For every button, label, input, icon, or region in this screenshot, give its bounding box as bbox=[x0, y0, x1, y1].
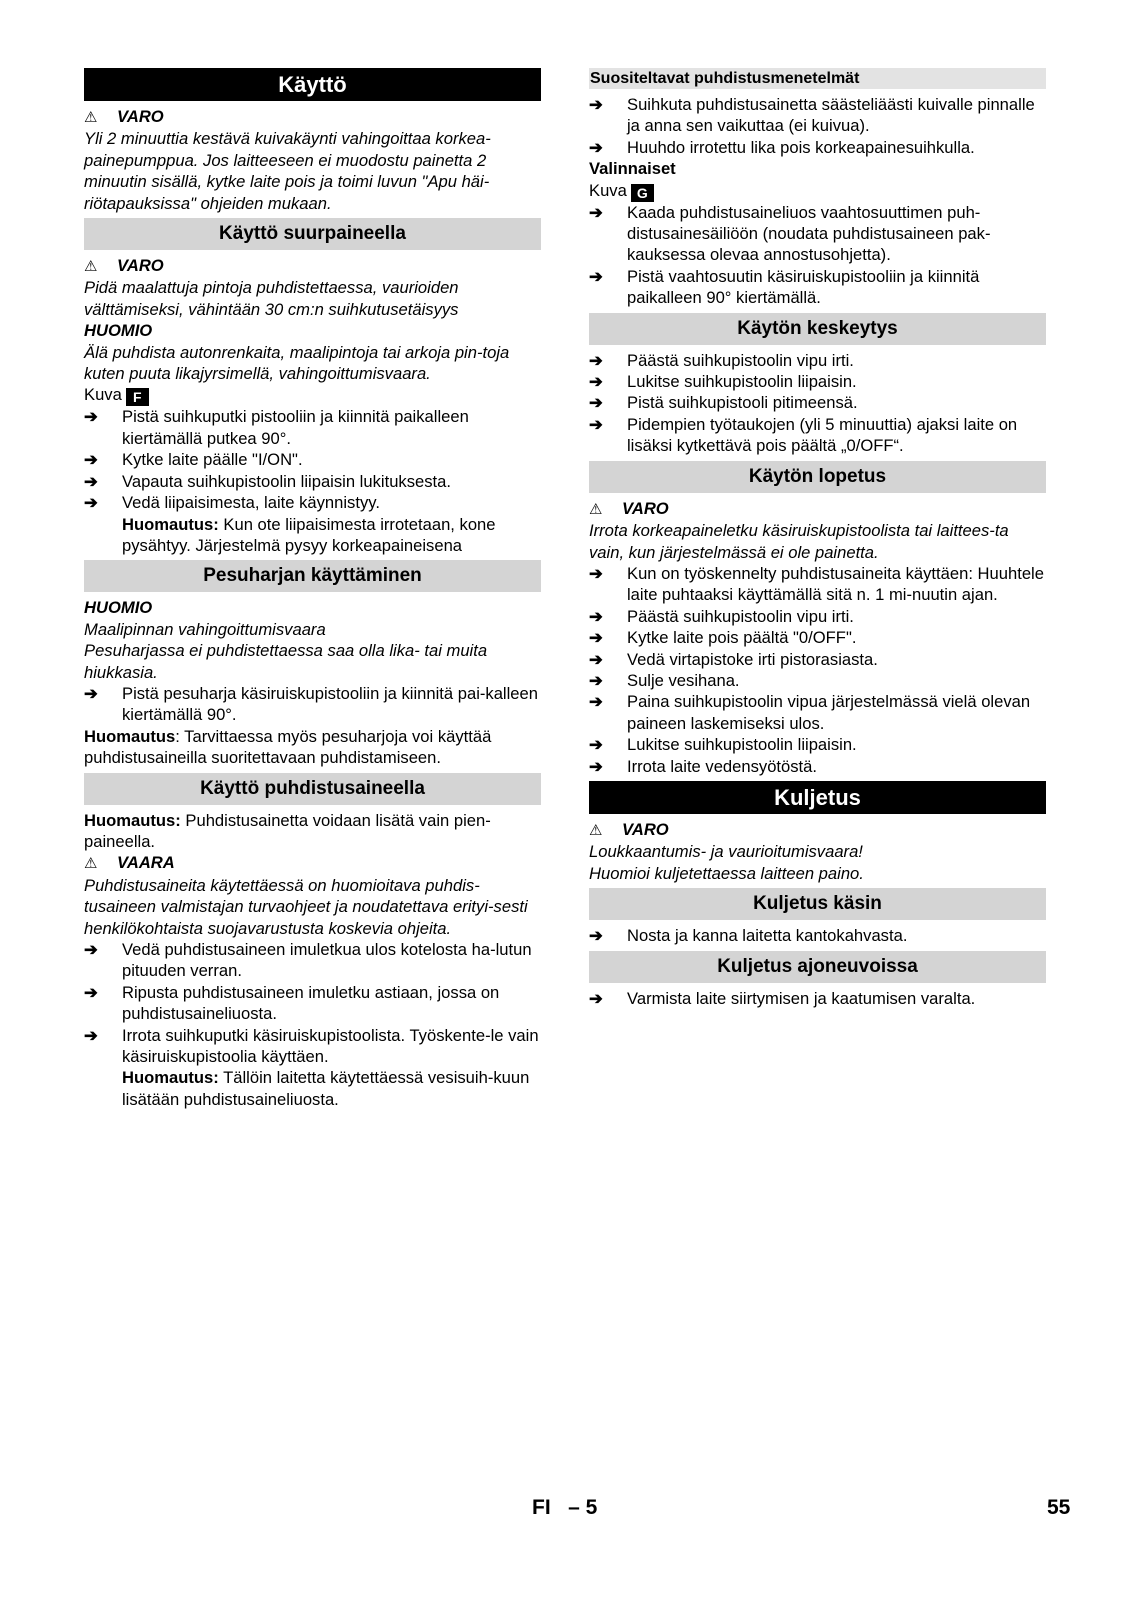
arrow-icon: ➔ bbox=[589, 606, 603, 626]
list-item: ➔ Varmista laite siirtymisen ja kaatumisen varalta. bbox=[589, 988, 976, 1008]
warning-title: ⚠ VARO bbox=[84, 106, 541, 128]
section-heading-puhdistusaine: Käyttö puhdistusaineella bbox=[84, 773, 541, 805]
arrow-icon: ➔ bbox=[589, 628, 603, 648]
arrow-icon: ➔ bbox=[589, 649, 603, 669]
note-text: Älä puhdista autonrenkaita, maalipintoja tai arkoja pin-toja kuten puuta likajyrsimellä, vahingoittumisvaara. bbox=[84, 342, 510, 384]
list-item: ➔ Lukitse suihkupistoolin liipaisin. bbox=[589, 372, 857, 392]
list-item: ➔ Päästä suihkupistoolin vipu irti. bbox=[589, 350, 854, 370]
list-item: ➔ Sulje vesihana. bbox=[589, 670, 740, 690]
arrow-icon: ➔ bbox=[589, 563, 603, 583]
arrow-icon: ➔ bbox=[589, 137, 603, 157]
list-item: ➔ Suihkuta puhdistusainetta säästeliäästi kuivalle pinnalle ja anna sen vaikuttaa (ei kuivua). bbox=[589, 95, 1035, 136]
arrow-icon: ➔ bbox=[589, 393, 603, 413]
list-item: ➔ Kytke laite päälle "I/ON". bbox=[84, 450, 303, 470]
arrow-icon: ➔ bbox=[589, 988, 603, 1008]
section-heading-ajoneuvo: Kuljetus ajoneuvoissa bbox=[589, 951, 1046, 983]
figure-reference: Kuva F bbox=[84, 384, 541, 406]
warning-title: ⚠ VAARA bbox=[84, 852, 541, 874]
figure-reference: Kuva G bbox=[589, 180, 1046, 202]
list-item: ➔ Kun on työskennelty puhdistusaineita käyttäen: Huuhtele laite puhtaaksi käyttämällä sitä n. 1 mi-nuutin ajan. bbox=[589, 563, 1044, 605]
warning-title: ⚠ VARO bbox=[589, 498, 1046, 520]
list-item: ➔ Pistä suihkupistooli pitimeensä. bbox=[589, 393, 858, 413]
list-item: ➔ Irrota suihkuputki käsiruiskupistoolista. Työskente-le vain käsiruiskupistoolia käyttäen. bbox=[84, 1025, 539, 1067]
warning-text: Yli 2 minuuttia kestävä kuivakäynti vahingoittaa korkea-painepumppua. Jos laitteeseen ei muodostu painetta 2 minuutin sisällä, kytke laite pois ja toimi luvun "Apu häi-riötapauksissa" ohjeiden mukaan. bbox=[84, 129, 491, 213]
section-heading-kaytto: Käyttö bbox=[84, 68, 541, 101]
remark: Huomautus: Puhdistusainetta voidaan lisätä vain pien-paineella. bbox=[84, 810, 491, 851]
footer-page-number: 55 bbox=[1047, 1496, 1071, 1519]
section-heading-kuljetus: Kuljetus bbox=[589, 781, 1046, 814]
footer-section-number: FI – 5 bbox=[532, 1496, 598, 1519]
warning-text: Puhdistusaineita käytettäessä on huomioitava puhdis-tusaineen valmistajan turvaohjeet ja noudatettava erityi-sesti henkilökohtaista suojavarustusta koskevia ohjeita. bbox=[84, 875, 528, 938]
section-heading-suositeltavat: Suositeltavat puhdistusmenetelmät bbox=[589, 68, 1046, 89]
arrow-icon: ➔ bbox=[84, 450, 98, 470]
arrow-icon: ➔ bbox=[84, 493, 98, 513]
warning-title: ⚠ VARO bbox=[589, 819, 1046, 841]
list-item: ➔ Pistä pesuharja käsiruiskupistooliin ja kiinnitä pai-kalleen kiertämällä 90°. bbox=[84, 683, 538, 725]
warning-icon: ⚠ bbox=[84, 855, 98, 873]
arrow-icon: ➔ bbox=[84, 471, 98, 491]
list-item: ➔ Pidempien työtaukojen (yli 5 minuuttia) ajaksi laite on lisäksi kytkettävä pois päältä „0/OFF“. bbox=[589, 414, 1018, 456]
note-text: Maalipinnan vahingoittumisvaara bbox=[84, 619, 326, 639]
remark: Huomautus: Tällöin laitetta käytettäessä vesisuih-kuun lisätään puhdistusaineliuosta. bbox=[122, 1068, 530, 1109]
arrow-icon: ➔ bbox=[84, 683, 98, 703]
list-item: ➔ Nosta ja kanna laitetta kantokahvasta. bbox=[589, 926, 908, 946]
note-label: HUOMIO bbox=[84, 598, 153, 618]
warning-icon: ⚠ bbox=[589, 500, 603, 518]
section-heading-kasin: Kuljetus käsin bbox=[589, 888, 1046, 920]
remark: Huomautus: Kun ote liipaisimesta irrotetaan, kone pysähtyy. Järjestelmä pysyy korkeapaineisena bbox=[122, 514, 496, 555]
list-item: ➔ Päästä suihkupistoolin vipu irti. bbox=[589, 606, 854, 626]
warning-icon: ⚠ bbox=[84, 258, 98, 276]
arrow-icon: ➔ bbox=[589, 350, 603, 370]
list-item: ➔ Vedä liipaisimesta, laite käynnistyy. bbox=[84, 493, 380, 513]
arrow-icon: ➔ bbox=[84, 1025, 98, 1045]
figure-letter-badge: F bbox=[126, 388, 149, 406]
note-label: HUOMIO bbox=[84, 321, 153, 341]
warning-text: Pidä maalattuja pintoja puhdistettaessa, vaurioiden välttämiseksi, vähintään 30 cm:n suihkutusetäisyys bbox=[84, 278, 459, 319]
list-item: ➔ Pistä suihkuputki pistooliin ja kiinnitä paikalleen kiertämällä putkea 90°. bbox=[84, 407, 469, 448]
section-heading-suurpaine: Käyttö suurpaineella bbox=[84, 218, 541, 250]
list-item: ➔ Huuhdo irrotettu lika pois korkeapainesuihkulla. bbox=[589, 137, 975, 157]
list-item: ➔ Ripusta puhdistusaineen imuletku astiaan, jossa on puhdistusaineliuosta. bbox=[84, 982, 500, 1024]
figure-letter-badge: G bbox=[631, 184, 654, 202]
arrow-icon: ➔ bbox=[589, 735, 603, 755]
list-item: ➔ Vedä puhdistusaineen imuletkua ulos kotelosta ha-lutun pituuden verran. bbox=[84, 940, 532, 981]
list-item: ➔ Vapauta suihkupistoolin liipaisin lukituksesta. bbox=[84, 471, 451, 491]
arrow-icon: ➔ bbox=[589, 670, 603, 690]
arrow-icon: ➔ bbox=[84, 982, 98, 1002]
list-item: ➔ Lukitse suihkupistoolin liipaisin. bbox=[589, 735, 857, 755]
subheading-valinnaiset: Valinnaiset bbox=[589, 159, 676, 179]
list-item: ➔ Vedä virtapistoke irti pistorasiasta. bbox=[589, 649, 878, 669]
warning-icon: ⚠ bbox=[84, 109, 98, 126]
arrow-icon: ➔ bbox=[589, 202, 603, 222]
arrow-icon: ➔ bbox=[84, 940, 98, 959]
arrow-icon: ➔ bbox=[589, 756, 603, 776]
arrow-icon: ➔ bbox=[589, 414, 603, 434]
warning-text: Irrota korkeapaineletku käsiruiskupistoolista tai laittees-ta vain, kun järjestelmässä ei ole painetta. bbox=[589, 521, 1009, 562]
arrow-icon: ➔ bbox=[589, 926, 603, 946]
list-item: ➔ Irrota laite vedensyötöstä. bbox=[589, 756, 818, 776]
list-item: ➔ Kaada puhdistusaineliuos vaahtosuuttimen puh-distusainesäiliöön (noudata puhdistusaineen pak-kauksessa olevaa annostusohjetta). bbox=[589, 202, 991, 265]
arrow-icon: ➔ bbox=[589, 266, 603, 286]
remark: Huomautus: Tarvittaessa myös pesuharjoja voi käyttää puhdistusaineilla suoritettavaan puhdistamiseen. bbox=[84, 726, 492, 768]
arrow-icon: ➔ bbox=[84, 407, 98, 427]
warning-icon: ⚠ bbox=[589, 821, 603, 839]
warning-title: ⚠ VARO bbox=[84, 255, 541, 277]
warning-text: Loukkaantumis- ja vaurioitumisvaara! bbox=[589, 842, 863, 862]
section-heading-keskeytys: Käytön keskeytys bbox=[589, 313, 1046, 345]
right-column bbox=[589, 68, 1046, 1009]
arrow-icon: ➔ bbox=[589, 372, 603, 392]
section-heading-lopetus: Käytön lopetus bbox=[589, 461, 1046, 493]
list-item: ➔ Pistä vaahtosuutin käsiruiskupistooliin ja kiinnitä paikalleen 90° kiertämällä. bbox=[589, 266, 980, 308]
left-column bbox=[84, 68, 541, 1110]
section-heading-pesuharja: Pesuharjan käyttäminen bbox=[84, 560, 541, 592]
arrow-icon: ➔ bbox=[589, 692, 603, 712]
warning-text: Huomioi kuljetettaessa laitteen paino. bbox=[589, 863, 864, 883]
list-item: ➔ Paina suihkupistoolin vipua järjestelmässä vielä olevan paineen laskemiseksi ulos. bbox=[589, 692, 1031, 733]
note-text: Pesuharjassa ei puhdistettaessa saa olla lika- tai muita hiukkasia. bbox=[84, 641, 488, 682]
arrow-icon: ➔ bbox=[589, 95, 603, 114]
list-item: ➔ Kytke laite pois päältä "0/OFF". bbox=[589, 628, 857, 648]
